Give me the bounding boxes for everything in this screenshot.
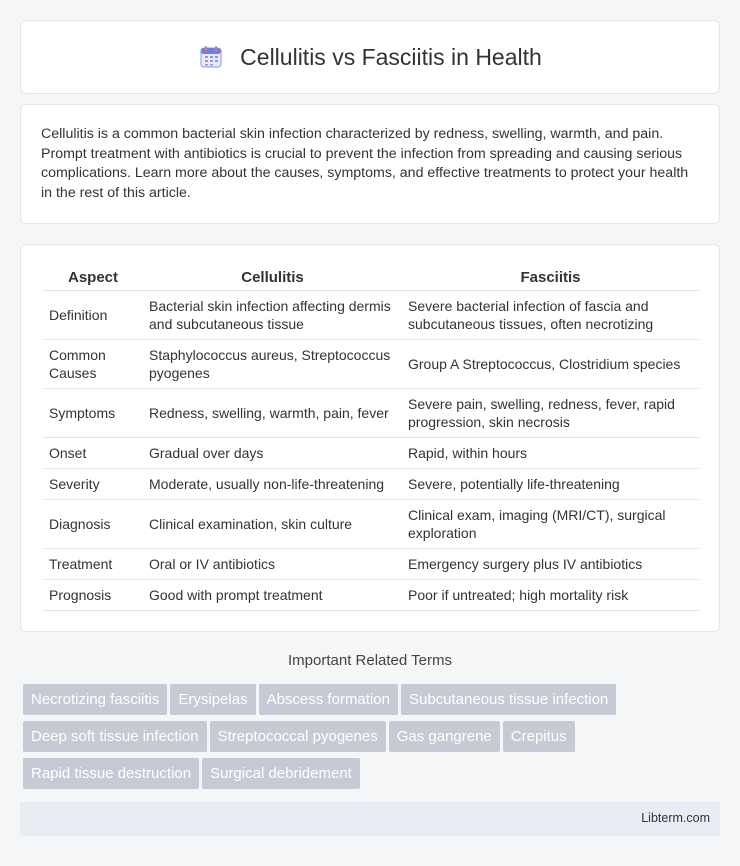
cellulitis-cell: Staphylococcus aureus, Streptococcus pyogenes — [143, 339, 402, 388]
cellulitis-cell: Good with prompt treatment — [143, 579, 402, 611]
fasciitis-cell: Group A Streptococcus, Clostridium species — [402, 339, 699, 388]
intro-text: Cellulitis is a common bacterial skin infection characterized by redness, swelling, warmth, and pain. Prompt treatment with antibiotics is crucial to prevent the infection from spreading and causing serious complications. Learn more about the causes, symptoms, and effective treatments to protect your health in the rest of this article. — [41, 126, 689, 201]
page-title: Cellulitis vs Fasciitis in Health — [240, 43, 542, 70]
term-tag[interactable]: Deep soft tissue infection — [23, 721, 207, 752]
row-aspect: Onset — [43, 437, 143, 468]
table-row — [43, 548, 699, 579]
table-row — [43, 437, 699, 468]
table-header-row — [43, 265, 699, 290]
table-row — [43, 339, 699, 388]
row-aspect: Definition — [43, 290, 143, 339]
column-header-fasciitis: Fasciitis — [520, 269, 581, 286]
table-row — [43, 290, 699, 339]
cellulitis-cell: Redness, swelling, warmth, pain, fever — [143, 388, 402, 437]
row-aspect: Treatment — [43, 548, 143, 579]
table-row — [43, 579, 699, 611]
footer-site-link[interactable]: Libterm.com — [641, 811, 710, 825]
comparison-table — [43, 265, 699, 611]
cellulitis-cell: Gradual over days — [143, 437, 402, 468]
column-header-aspect: Aspect — [67, 269, 119, 286]
fasciitis-cell: Clinical exam, imaging (MRI/CT), surgical exploration — [402, 499, 699, 548]
table-row — [43, 388, 699, 437]
row-aspect: Severity — [43, 468, 143, 499]
fasciitis-cell: Severe bacterial infection of fascia and subcutaneous tissues, often necrotizing — [402, 290, 699, 339]
table-row — [43, 468, 699, 499]
intro-card — [20, 104, 720, 224]
fasciitis-cell: Poor if untreated; high mortality risk — [402, 579, 699, 611]
term-tag[interactable]: Rapid tissue destruction — [23, 758, 199, 789]
calendar-icon — [198, 44, 224, 70]
row-aspect: Common Causes — [43, 339, 143, 388]
term-tag[interactable]: Gas gangrene — [389, 721, 500, 752]
term-tag[interactable]: Surgical debridement — [202, 758, 360, 789]
row-aspect: Prognosis — [43, 579, 143, 611]
term-tag[interactable]: Necrotizing fasciitis — [23, 684, 167, 715]
header-card — [20, 20, 720, 94]
term-tag[interactable]: Subcutaneous tissue infection — [401, 684, 616, 715]
row-aspect: Symptoms — [43, 388, 143, 437]
term-tag[interactable]: Erysipelas — [170, 684, 255, 715]
footer — [20, 802, 720, 836]
term-tag[interactable]: Abscess formation — [259, 684, 398, 715]
cellulitis-cell: Bacterial skin infection affecting dermis and subcutaneous tissue — [143, 290, 402, 339]
table-row — [43, 499, 699, 548]
term-tag[interactable]: Streptococcal pyogenes — [210, 721, 386, 752]
term-tag[interactable]: Crepitus — [503, 721, 575, 752]
fasciitis-cell: Severe pain, swelling, redness, fever, rapid progression, skin necrosis — [402, 388, 699, 437]
related-terms-heading: Important Related Terms — [288, 652, 452, 669]
column-header-cellulitis: Cellulitis — [241, 269, 304, 286]
cellulitis-cell: Clinical examination, skin culture — [143, 499, 402, 548]
related-terms-list — [23, 684, 723, 795]
row-aspect: Diagnosis — [43, 499, 143, 548]
cellulitis-cell: Moderate, usually non-life-threatening — [143, 468, 402, 499]
fasciitis-cell: Emergency surgery plus IV antibiotics — [402, 548, 699, 579]
comparison-card — [20, 244, 720, 632]
fasciitis-cell: Rapid, within hours — [402, 437, 699, 468]
cellulitis-cell: Oral or IV antibiotics — [143, 548, 402, 579]
fasciitis-cell: Severe, potentially life-threatening — [402, 468, 699, 499]
